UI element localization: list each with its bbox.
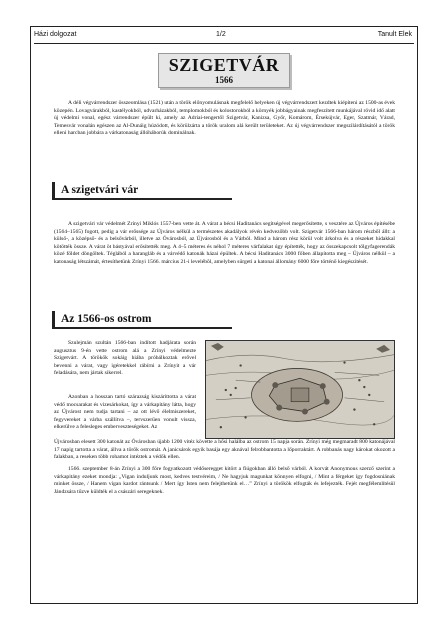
document-year: 1566 xyxy=(215,75,233,85)
engraving-illustration xyxy=(206,341,394,438)
section-heading-siege: Az 1566-os ostrom xyxy=(52,311,232,329)
header-rule xyxy=(34,43,414,44)
siege-paragraph-1: Szulejmán szultán 1566-ban indított hadjárata során augusztus 9-én vette ostrom alá a Zrínyi védelmezte Szigetvárt. A törökök sokáig hiába próbálkoztak erővel bevenni a várat, vagy igéretekkel rábírni a Zrínyit a vár feladására, nem jártak sikerrel. xyxy=(54,340,196,377)
intro-paragraph: A déli végvárrendszer összeomlása (1521) után a török előnyomulásnak megfelelő helyeken új végvárrendszert kezdtek kiépíteni az 1500-as évek közepén. Lovagvárakból, kastélyokból, udvarházakból, templomokból és kolostorokból a környék jobbágyainak megfeszített munkájával rövid idő alatt új védelmi vonal, egész várrendszer épült ki, amely az Adriai-tengertől Szigetvár, Kanizsa, Győr, Komárom, Érsekújvár, Eger, Szatmár, Várad, Temesvár vonalán egészen az Al-Dunáig húzódott, és körülzárta a török uralom alá került területeket. Az új végvárrendszer megszilárdításától a török elleni harcban jobbára a várkatonaság állóháborúk dominálnak. xyxy=(54,100,395,137)
document-title: SZIGETVÁR xyxy=(168,55,280,75)
page-header xyxy=(34,31,414,43)
header-author: Tanult Elek xyxy=(377,31,412,38)
section-heading-castle: A szigetvári vár xyxy=(52,182,232,200)
header-left: Házi dolgozat xyxy=(34,31,77,38)
siege-engraving-image xyxy=(205,340,395,439)
siege-paragraph-2-continued: Újvárosban elesett 300 katonát az Óvárosban újabb 1200 vitéz követte a hősi halálba az ostrom 15 napja során. Zrínyi még megmaradt 800 katonájával 17 napig tartotta a várat, állva a török ostromát. A janicsárok egyik basája egy aknával felrobbantotta a lőporraktárt. A robbanás nagy károkat okozott a falakban, a reseken több rohamot intéztek a védők ellen. xyxy=(54,439,395,461)
castle-paragraph: A szigetvári vár védelmét Zrínyi Miklós 1557-ben vette át. A várat a bécsi Haditanács segítségével megerősítette, s vesztére az Újváros építésébe (1564–1565) fogott, pedig a vár erőssége az Újváros nélkül a természetes akadályok révén kedvezőbb volt. Szigetvár 1566-ban három részből állt: a külső-, a középső- és a belsővárból, illetve az Óvárosból, az Újvárosból és a Várból. Mind a három rész körül volt árkolva és a részeket hidakkal kötötték össze. A várat öt bástyával erősítették meg. A 4–5 méteres és néhol 7 méteres várfalakat úgy építették, hogy az összekapcsolt tölgyfagerendák közé földet döngöltek. Téglából a harangláb és a várvédő katonák házai épültek. A bécsi Haditanács 3000 főben állapította meg – Újváros nélkül – a katonaság létszámát, értesíthetünk Zrínyi 1566. március 21-i levelébõl, amelyben sürgeti a katonai állomány 6000 főre történő kiegészítését. xyxy=(54,221,395,265)
siege-paragraph-3: 1566. szeptember 8-án Zrínyi a 300 főre fogyatkozott védőseregget kitört a fiúgokban álló belső várból. A korvát Anonymous szerző szerint a várkapitány ezeket mondja: „Vigan induljunk most, kedves testvéreim, / Ne hagyjuk magunkat könnyen elfogni, / Mint a férgeket így fogdosniának minket össze, / Hanem vígan kardot rántsunk / Mert így Isten nem felejthetünk el…” Zrínyi a törökök elfogták és lefejezték. Fejét megfélemlítésül Jándzsára tűzve küldték el a császári seregeknek. xyxy=(54,466,395,495)
siege-paragraph-2: Azonban a hosszan tartó szárazság kiszáríttotta a várat védő mocsarakat és vizesárkokat, így a várkapitány látta, hogy az Újvárost nem tudja tartani – az ott lévő élelmiszereket, fegyvereket a várba szállítva –, tervszerűen vonult vissza, elkerülve a felesleges emberveszteségeket. Az xyxy=(54,394,196,431)
header-page-number: 1/2 xyxy=(216,31,226,38)
title-box xyxy=(158,53,290,88)
